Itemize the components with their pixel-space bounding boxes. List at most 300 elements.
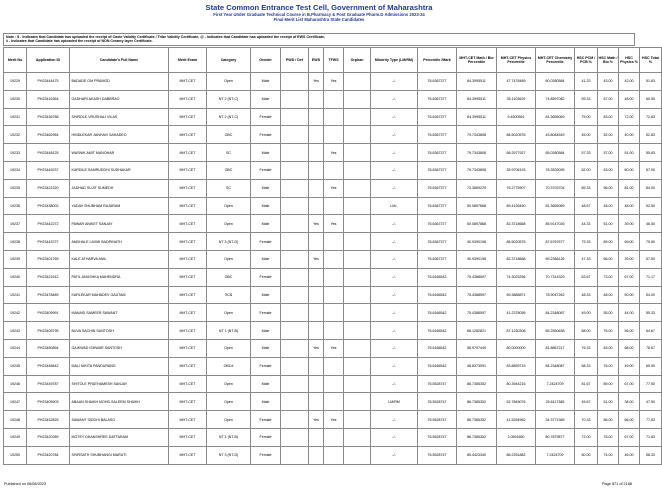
table-cell bbox=[324, 161, 344, 179]
table-cell bbox=[281, 393, 309, 411]
table-cell bbox=[344, 375, 371, 393]
table-row bbox=[4, 250, 662, 268]
table-cell: 46.00 bbox=[619, 446, 640, 464]
candidate-name-cell: ANDHALE LAXMI BADRINATH bbox=[70, 233, 169, 251]
table-cell: Open bbox=[207, 375, 251, 393]
candidate-name-cell: MANASI SAMEER SAWANT bbox=[70, 304, 169, 322]
table-cell: OBC# bbox=[207, 357, 251, 375]
column-header: Minority Type (LM/RM) bbox=[371, 48, 418, 73]
candidate-name-cell: ABAAN SHAIKH MOHD.SALEEM SHAIKH bbox=[70, 393, 169, 411]
table-cell: NT 1 (NT-B) bbox=[207, 428, 251, 446]
table-cell bbox=[324, 126, 344, 144]
column-header: HSC Physics % bbox=[619, 48, 640, 73]
table-cell: -/- bbox=[371, 73, 418, 91]
table-cell: 76.6367377 bbox=[418, 144, 457, 162]
table-cell: 76.5528747 bbox=[418, 393, 457, 411]
table-cell: 73.00 bbox=[598, 268, 619, 286]
table-cell: 80.7879877 bbox=[536, 428, 575, 446]
table-cell: -/- bbox=[371, 322, 418, 340]
table-row bbox=[4, 446, 662, 464]
table-row bbox=[4, 393, 662, 411]
table-cell: MHT-CET bbox=[169, 108, 207, 126]
table-cell: 68.00 bbox=[575, 322, 598, 340]
table-cell: 96.00 bbox=[598, 179, 619, 197]
table-cell: MHT-CET bbox=[169, 126, 207, 144]
table-cell bbox=[281, 197, 309, 215]
table-cell: -/- bbox=[371, 286, 418, 304]
table-cell: Male bbox=[251, 144, 281, 162]
published-date: Published on 08/08/2023 bbox=[4, 482, 47, 486]
table-cell bbox=[324, 197, 344, 215]
column-header: PWD / Def bbox=[281, 48, 309, 73]
table-cell: MHT-CET bbox=[169, 144, 207, 162]
table-cell: PH23416364 bbox=[27, 90, 70, 108]
candidate-name-cell: GAIKWAD ISHWAR SANTOSH bbox=[70, 339, 169, 357]
table-cell bbox=[324, 304, 344, 322]
table-cell bbox=[324, 428, 344, 446]
table-cell: 51.83 bbox=[640, 73, 662, 91]
table-row bbox=[4, 73, 662, 91]
table-cell: 81.3655069 bbox=[536, 197, 575, 215]
table-cell: 55.83 bbox=[640, 144, 662, 162]
table-cell: 19242 bbox=[4, 304, 27, 322]
table-cell: 76.6367377 bbox=[418, 73, 457, 91]
table-cell: 45.00 bbox=[575, 126, 598, 144]
table-cell bbox=[344, 215, 371, 233]
table-cell: 76.00 bbox=[598, 357, 619, 375]
table-cell bbox=[344, 250, 371, 268]
candidate-name-cell: YADAV SHUBHAM RAJARAM bbox=[70, 197, 169, 215]
table-cell bbox=[324, 233, 344, 251]
table-cell: Female bbox=[251, 268, 281, 286]
table-cell: 52.7849076 bbox=[497, 393, 536, 411]
table-cell: 67.00 bbox=[619, 428, 640, 446]
table-cell bbox=[344, 446, 371, 464]
table-cell bbox=[281, 250, 309, 268]
table-cell: 66.00 bbox=[598, 250, 619, 268]
table-cell: 76.6367377 bbox=[418, 215, 457, 233]
legend-note bbox=[3, 33, 635, 46]
table-cell: 50.00 bbox=[619, 286, 640, 304]
table-cell: 75.4388597 bbox=[457, 286, 497, 304]
table-cell: 45.67 bbox=[575, 393, 598, 411]
table-cell bbox=[309, 446, 324, 464]
table-cell: 60.00 bbox=[619, 161, 640, 179]
column-header: Merit No bbox=[4, 48, 27, 73]
table-cell: 48.33 bbox=[575, 286, 598, 304]
table-cell bbox=[309, 108, 324, 126]
table-cell: MHT-CET bbox=[169, 322, 207, 340]
table-cell bbox=[281, 126, 309, 144]
table-cell: 71.83 bbox=[640, 428, 662, 446]
table-cell: PH23421512 bbox=[27, 268, 70, 286]
table-cell: PH23448642 bbox=[27, 357, 70, 375]
table-cell bbox=[281, 304, 309, 322]
candidate-name-cell: KARLEKAR MAHADEV GAUTAM bbox=[70, 286, 169, 304]
table-cell: MHT-CET bbox=[169, 250, 207, 268]
table-cell: 62.00 bbox=[575, 161, 598, 179]
table-cell: 67.00 bbox=[619, 268, 640, 286]
table-cell: Female bbox=[251, 233, 281, 251]
table-cell: 82.3718668 bbox=[497, 250, 536, 268]
candidate-name-cell: JADHAD SUJIT SUMEDH bbox=[70, 179, 169, 197]
table-cell: 84.3995511 bbox=[457, 108, 497, 126]
table-cell: 83.00 bbox=[598, 339, 619, 357]
table-row bbox=[4, 268, 662, 286]
table-cell: 58.33 bbox=[640, 446, 662, 464]
table-cell: -/- bbox=[371, 250, 418, 268]
table-cell: Yes bbox=[324, 144, 344, 162]
table-cell: PH23443727 bbox=[27, 233, 70, 251]
table-row bbox=[4, 179, 662, 197]
table-cell: 81.3655069 bbox=[536, 108, 575, 126]
table-cell: 85.9147026 bbox=[536, 215, 575, 233]
table-cell: 19243 bbox=[4, 322, 27, 340]
table-cell: 60.00 bbox=[575, 446, 598, 464]
table-cell: 48.8373091 bbox=[457, 357, 497, 375]
table-cell: 50.0897868 bbox=[457, 197, 497, 215]
table-cell: PH23438002 bbox=[27, 197, 70, 215]
table-cell bbox=[281, 339, 309, 357]
table-row bbox=[4, 197, 662, 215]
table-cell: MHT-CET bbox=[169, 90, 207, 108]
table-cell: Female bbox=[251, 108, 281, 126]
page-subtitle: First Year Under Graduate Technical Course in B.Pharmacy & Post Graduate Pharm.D Admissions 2023-24 bbox=[213, 12, 425, 17]
table-cell bbox=[324, 108, 344, 126]
table-cell: 70.3703704 bbox=[536, 179, 575, 197]
table-cell: 19232 bbox=[4, 126, 27, 144]
page-header bbox=[0, 3, 638, 22]
table-cell: 19233 bbox=[4, 144, 27, 162]
table-cell: 84.00 bbox=[640, 179, 662, 197]
candidate-name-cell: WASNIK AMIT MANOHAR bbox=[70, 144, 169, 162]
table-cell: Yes bbox=[309, 339, 324, 357]
table-cell: 59.33 bbox=[575, 90, 598, 108]
table-cell: 79.7343808 bbox=[457, 144, 497, 162]
table-cell: -/- bbox=[371, 357, 418, 375]
table-cell: 76.2775907 bbox=[497, 179, 536, 197]
candidate-name-cell: MALI NIKITA PANDURANG bbox=[70, 357, 169, 375]
table-cell: 19240 bbox=[4, 268, 27, 286]
table-cell: PH23405903 bbox=[27, 393, 70, 411]
candidate-name-cell: PAWAR ANIKET SANJAY bbox=[70, 215, 169, 233]
table-cell bbox=[324, 393, 344, 411]
candidate-name-cell: HINDLEKAR JANHAVI SAHADEO bbox=[70, 126, 169, 144]
table-cell: 19229 bbox=[4, 73, 27, 91]
table-cell: 86.7385352 bbox=[457, 411, 497, 429]
table-cell: -/- bbox=[371, 304, 418, 322]
table-cell: 19244 bbox=[4, 339, 27, 357]
table-cell: NT 1 (NT-B) bbox=[207, 322, 251, 340]
table-cell: 60.50 bbox=[640, 90, 662, 108]
table-cell bbox=[281, 446, 309, 464]
table-row bbox=[4, 428, 662, 446]
table-cell: 77.50 bbox=[640, 375, 662, 393]
table-cell bbox=[281, 215, 309, 233]
table-cell: 82.3718668 bbox=[497, 215, 536, 233]
table-cell: 67.00 bbox=[619, 375, 640, 393]
table-cell bbox=[309, 161, 324, 179]
table-cell: Open bbox=[207, 393, 251, 411]
table-cell: PH23444475 bbox=[27, 73, 70, 91]
table-cell: Open bbox=[207, 73, 251, 91]
table-cell: PH23478489 bbox=[27, 286, 70, 304]
column-header: EWS bbox=[309, 48, 324, 73]
table-cell: 40.00 bbox=[619, 126, 640, 144]
table-cell: 39.00 bbox=[619, 250, 640, 268]
table-cell: 66.00 bbox=[619, 411, 640, 429]
merit-list-table bbox=[3, 47, 662, 465]
table-cell: -/- bbox=[371, 428, 418, 446]
table-cell: Open bbox=[207, 411, 251, 429]
table-cell: Yes bbox=[309, 73, 324, 91]
table-cell: Male bbox=[251, 250, 281, 268]
table-cell: 55.00 bbox=[598, 304, 619, 322]
table-cell: Female bbox=[251, 357, 281, 375]
table-cell: 76.6367377 bbox=[418, 126, 457, 144]
table-cell: Female bbox=[251, 161, 281, 179]
table-cell: 35.1103629 bbox=[497, 90, 536, 108]
table-cell: Female bbox=[251, 428, 281, 446]
table-cell bbox=[281, 322, 309, 340]
table-cell: 49.00 bbox=[619, 357, 640, 375]
table-cell: 83.8859715 bbox=[497, 357, 536, 375]
table-cell: 48.00 bbox=[619, 90, 640, 108]
table-cell: 71.17 bbox=[640, 268, 662, 286]
table-cell: 68.2977927 bbox=[497, 144, 536, 162]
table-cell: 81.8867217 bbox=[536, 339, 575, 357]
table-row bbox=[4, 339, 662, 357]
table-cell: 76.6166542 bbox=[418, 268, 457, 286]
table-cell: 65.50 bbox=[640, 357, 662, 375]
table-cell: 9.4500561 bbox=[497, 108, 536, 126]
table-cell: 58.33 bbox=[575, 357, 598, 375]
candidate-name-cell: KALE ATHARVA ANIL bbox=[70, 250, 169, 268]
table-cell: 50.0897868 bbox=[457, 215, 497, 233]
table-cell: 80.3944216 bbox=[497, 375, 536, 393]
table-cell bbox=[309, 179, 324, 197]
table-cell: -/- bbox=[371, 179, 418, 197]
table-cell: PH23409991 bbox=[27, 304, 70, 322]
table-cell: 76.6367377 bbox=[418, 250, 457, 268]
table-cell: PH23450894 bbox=[27, 339, 70, 357]
table-cell bbox=[324, 357, 344, 375]
table-cell: Yes bbox=[324, 339, 344, 357]
table-cell: 44.00 bbox=[619, 304, 640, 322]
note-line: Note : $ - Indicates that Candidate has uploaded the receipt of Caste Validity Certificate / Tribe Validity Certificate, @ - Indicates that Candidate has uploaded the receipt of EWS Certificate, bbox=[6, 34, 326, 39]
table-cell bbox=[309, 126, 324, 144]
column-header: HSC Math / Bio % bbox=[598, 48, 619, 73]
table-cell: Yes bbox=[324, 215, 344, 233]
table-cell bbox=[344, 411, 371, 429]
table-cell: MHT-CET bbox=[169, 286, 207, 304]
table-cell: 69.00 bbox=[619, 233, 640, 251]
table-cell bbox=[344, 304, 371, 322]
table-row bbox=[4, 126, 662, 144]
table-cell: MHT-CET bbox=[169, 73, 207, 91]
table-cell: 49.00 bbox=[575, 304, 598, 322]
table-cell: 67.00 bbox=[598, 90, 619, 108]
table-cell bbox=[281, 90, 309, 108]
table-cell bbox=[344, 322, 371, 340]
table-cell: 76.6367377 bbox=[418, 161, 457, 179]
table-cell: -/- bbox=[371, 339, 418, 357]
table-cell: 47.50 bbox=[640, 393, 662, 411]
table-cell: MHT-CET bbox=[169, 411, 207, 429]
table-cell: -/- bbox=[371, 126, 418, 144]
table-cell: 76.67 bbox=[640, 339, 662, 357]
table-cell: 76.6166542 bbox=[418, 322, 457, 340]
table-cell: 48.67 bbox=[575, 197, 598, 215]
table-cell: 48.00 bbox=[598, 286, 619, 304]
table-cell: 60.0280584 bbox=[536, 73, 575, 91]
table-cell: -/- bbox=[371, 144, 418, 162]
table-cell bbox=[281, 286, 309, 304]
table-cell: 72.00 bbox=[575, 428, 598, 446]
table-cell: 76.6166542 bbox=[418, 304, 457, 322]
table-cell: 78.9047262 bbox=[536, 286, 575, 304]
table-cell: -/- bbox=[371, 90, 418, 108]
table-cell: Female bbox=[251, 446, 281, 464]
table-cell: 38.00 bbox=[619, 393, 640, 411]
table-cell: NT 3 (NT-D) bbox=[207, 446, 251, 464]
table-cell: -/- bbox=[371, 108, 418, 126]
table-cell: LM/RM bbox=[371, 393, 418, 411]
table-cell: 76.6166542 bbox=[418, 357, 457, 375]
table-cell bbox=[309, 233, 324, 251]
table-cell: MHT-CET bbox=[169, 197, 207, 215]
table-cell bbox=[344, 428, 371, 446]
table-cell: 46.50 bbox=[640, 215, 662, 233]
table-cell: 70.33 bbox=[575, 411, 598, 429]
table-cell: LM/- bbox=[371, 197, 418, 215]
table-cell: 19236 bbox=[4, 197, 27, 215]
table-cell: OBC bbox=[207, 161, 251, 179]
table-cell bbox=[324, 250, 344, 268]
table-cell bbox=[344, 286, 371, 304]
table-cell: Male bbox=[251, 286, 281, 304]
table-cell: Yes bbox=[309, 215, 324, 233]
table-cell: 76.33 bbox=[575, 339, 598, 357]
table-cell: Yes bbox=[309, 411, 324, 429]
table-cell: 76.6367377 bbox=[418, 90, 457, 108]
table-cell: 74.00 bbox=[598, 446, 619, 464]
candidate-name-cell: KARDILE SAMRUDDHI SUDHAKAR bbox=[70, 161, 169, 179]
table-row bbox=[4, 322, 662, 340]
table-cell: 55.33 bbox=[640, 304, 662, 322]
table-cell: 76.00 bbox=[598, 322, 619, 340]
table-row bbox=[4, 411, 662, 429]
table-cell: MHT-CET bbox=[169, 215, 207, 233]
table-cell: 19238 bbox=[4, 233, 27, 251]
table-cell: 80.0000000 bbox=[497, 339, 536, 357]
table-cell: 47.7478489 bbox=[497, 73, 536, 91]
table-cell bbox=[309, 90, 324, 108]
table-cell: 19234 bbox=[4, 161, 27, 179]
table-cell: 43.00 bbox=[598, 73, 619, 91]
table-cell: Female bbox=[251, 126, 281, 144]
candidate-name-cell: BUVA SACHIN SANTOSH bbox=[70, 322, 169, 340]
table-cell: 59.3885871 bbox=[497, 286, 536, 304]
table-cell: 76.5528747 bbox=[418, 446, 457, 464]
column-header: TFWS bbox=[324, 48, 344, 73]
table-cell: MHT-CET bbox=[169, 339, 207, 357]
table-cell: MHT-CET bbox=[169, 357, 207, 375]
table-cell: MHT-CET bbox=[169, 161, 207, 179]
table-cell: 67.00 bbox=[640, 161, 662, 179]
column-header: HSC PCM / PCB % bbox=[575, 48, 598, 73]
table-cell bbox=[344, 144, 371, 162]
table-cell bbox=[344, 73, 371, 91]
table-cell: MHT-CET bbox=[169, 375, 207, 393]
table-cell: OBC bbox=[207, 268, 251, 286]
table-cell: -/- bbox=[371, 375, 418, 393]
table-row bbox=[4, 304, 662, 322]
table-cell: 86.00 bbox=[598, 411, 619, 429]
table-cell: 39.00 bbox=[619, 215, 640, 233]
table-cell: 86.7385352 bbox=[457, 393, 497, 411]
table-cell: 87.6767677 bbox=[536, 233, 575, 251]
table-cell bbox=[309, 144, 324, 162]
candidate-name-cell: SHIRSATH SHUBHANGI MARUTI bbox=[70, 446, 169, 464]
table-cell: 86.7385352 bbox=[457, 428, 497, 446]
table-cell: 76.5528747 bbox=[418, 411, 457, 429]
table-row bbox=[4, 144, 662, 162]
table-cell: 51.00 bbox=[598, 393, 619, 411]
column-header: Merit Exam bbox=[169, 48, 207, 73]
table-cell: 86.2251882 bbox=[497, 446, 536, 464]
table-cell: 79.33 bbox=[575, 233, 598, 251]
table-cell bbox=[324, 286, 344, 304]
table-cell: 2.0591650 bbox=[497, 428, 536, 446]
table-cell: 19246 bbox=[4, 375, 27, 393]
table-cell bbox=[344, 268, 371, 286]
table-cell bbox=[281, 108, 309, 126]
table-cell: PH23432825 bbox=[27, 411, 70, 429]
table-cell: MHT-CET bbox=[169, 393, 207, 411]
table-cell: 35.9706193 bbox=[497, 161, 536, 179]
table-cell: 63.00 bbox=[598, 161, 619, 179]
table-cell: 81.00 bbox=[619, 179, 640, 197]
table-cell: 57.33 bbox=[575, 144, 598, 162]
table-cell: 86.7385352 bbox=[457, 375, 497, 393]
table-row bbox=[4, 357, 662, 375]
table-cell: Male bbox=[251, 73, 281, 91]
table-cell: SC$ bbox=[207, 286, 251, 304]
table-cell: 74.3023256 bbox=[497, 268, 536, 286]
table-cell: PH23405795 bbox=[27, 322, 70, 340]
table-cell: 65.2550638 bbox=[536, 322, 575, 340]
note-line: # - Indicates that Candidate has uploaded the receipt of NON Creamy layer Certificate. bbox=[6, 39, 153, 44]
table-cell: 75.4388597 bbox=[457, 304, 497, 322]
table-row bbox=[4, 286, 662, 304]
table-row bbox=[4, 233, 662, 251]
table-cell: 19250 bbox=[4, 446, 27, 464]
table-cell: 87.1230308 bbox=[497, 322, 536, 340]
table-cell: 83.00 bbox=[598, 108, 619, 126]
table-cell: 57.50 bbox=[640, 250, 662, 268]
table-cell: 76.6367377 bbox=[418, 197, 457, 215]
page-number: Page 871 of 2188 bbox=[602, 482, 632, 486]
table-cell: 52.83 bbox=[640, 126, 662, 144]
table-cell: 51.00 bbox=[598, 215, 619, 233]
column-header: MHT-CET Math / Bio Percentile bbox=[457, 48, 497, 73]
table-cell: 48.00 bbox=[598, 197, 619, 215]
table-cell: Yes bbox=[309, 250, 324, 268]
table-cell bbox=[344, 90, 371, 108]
table-cell: OBC bbox=[207, 126, 251, 144]
table-cell bbox=[309, 304, 324, 322]
